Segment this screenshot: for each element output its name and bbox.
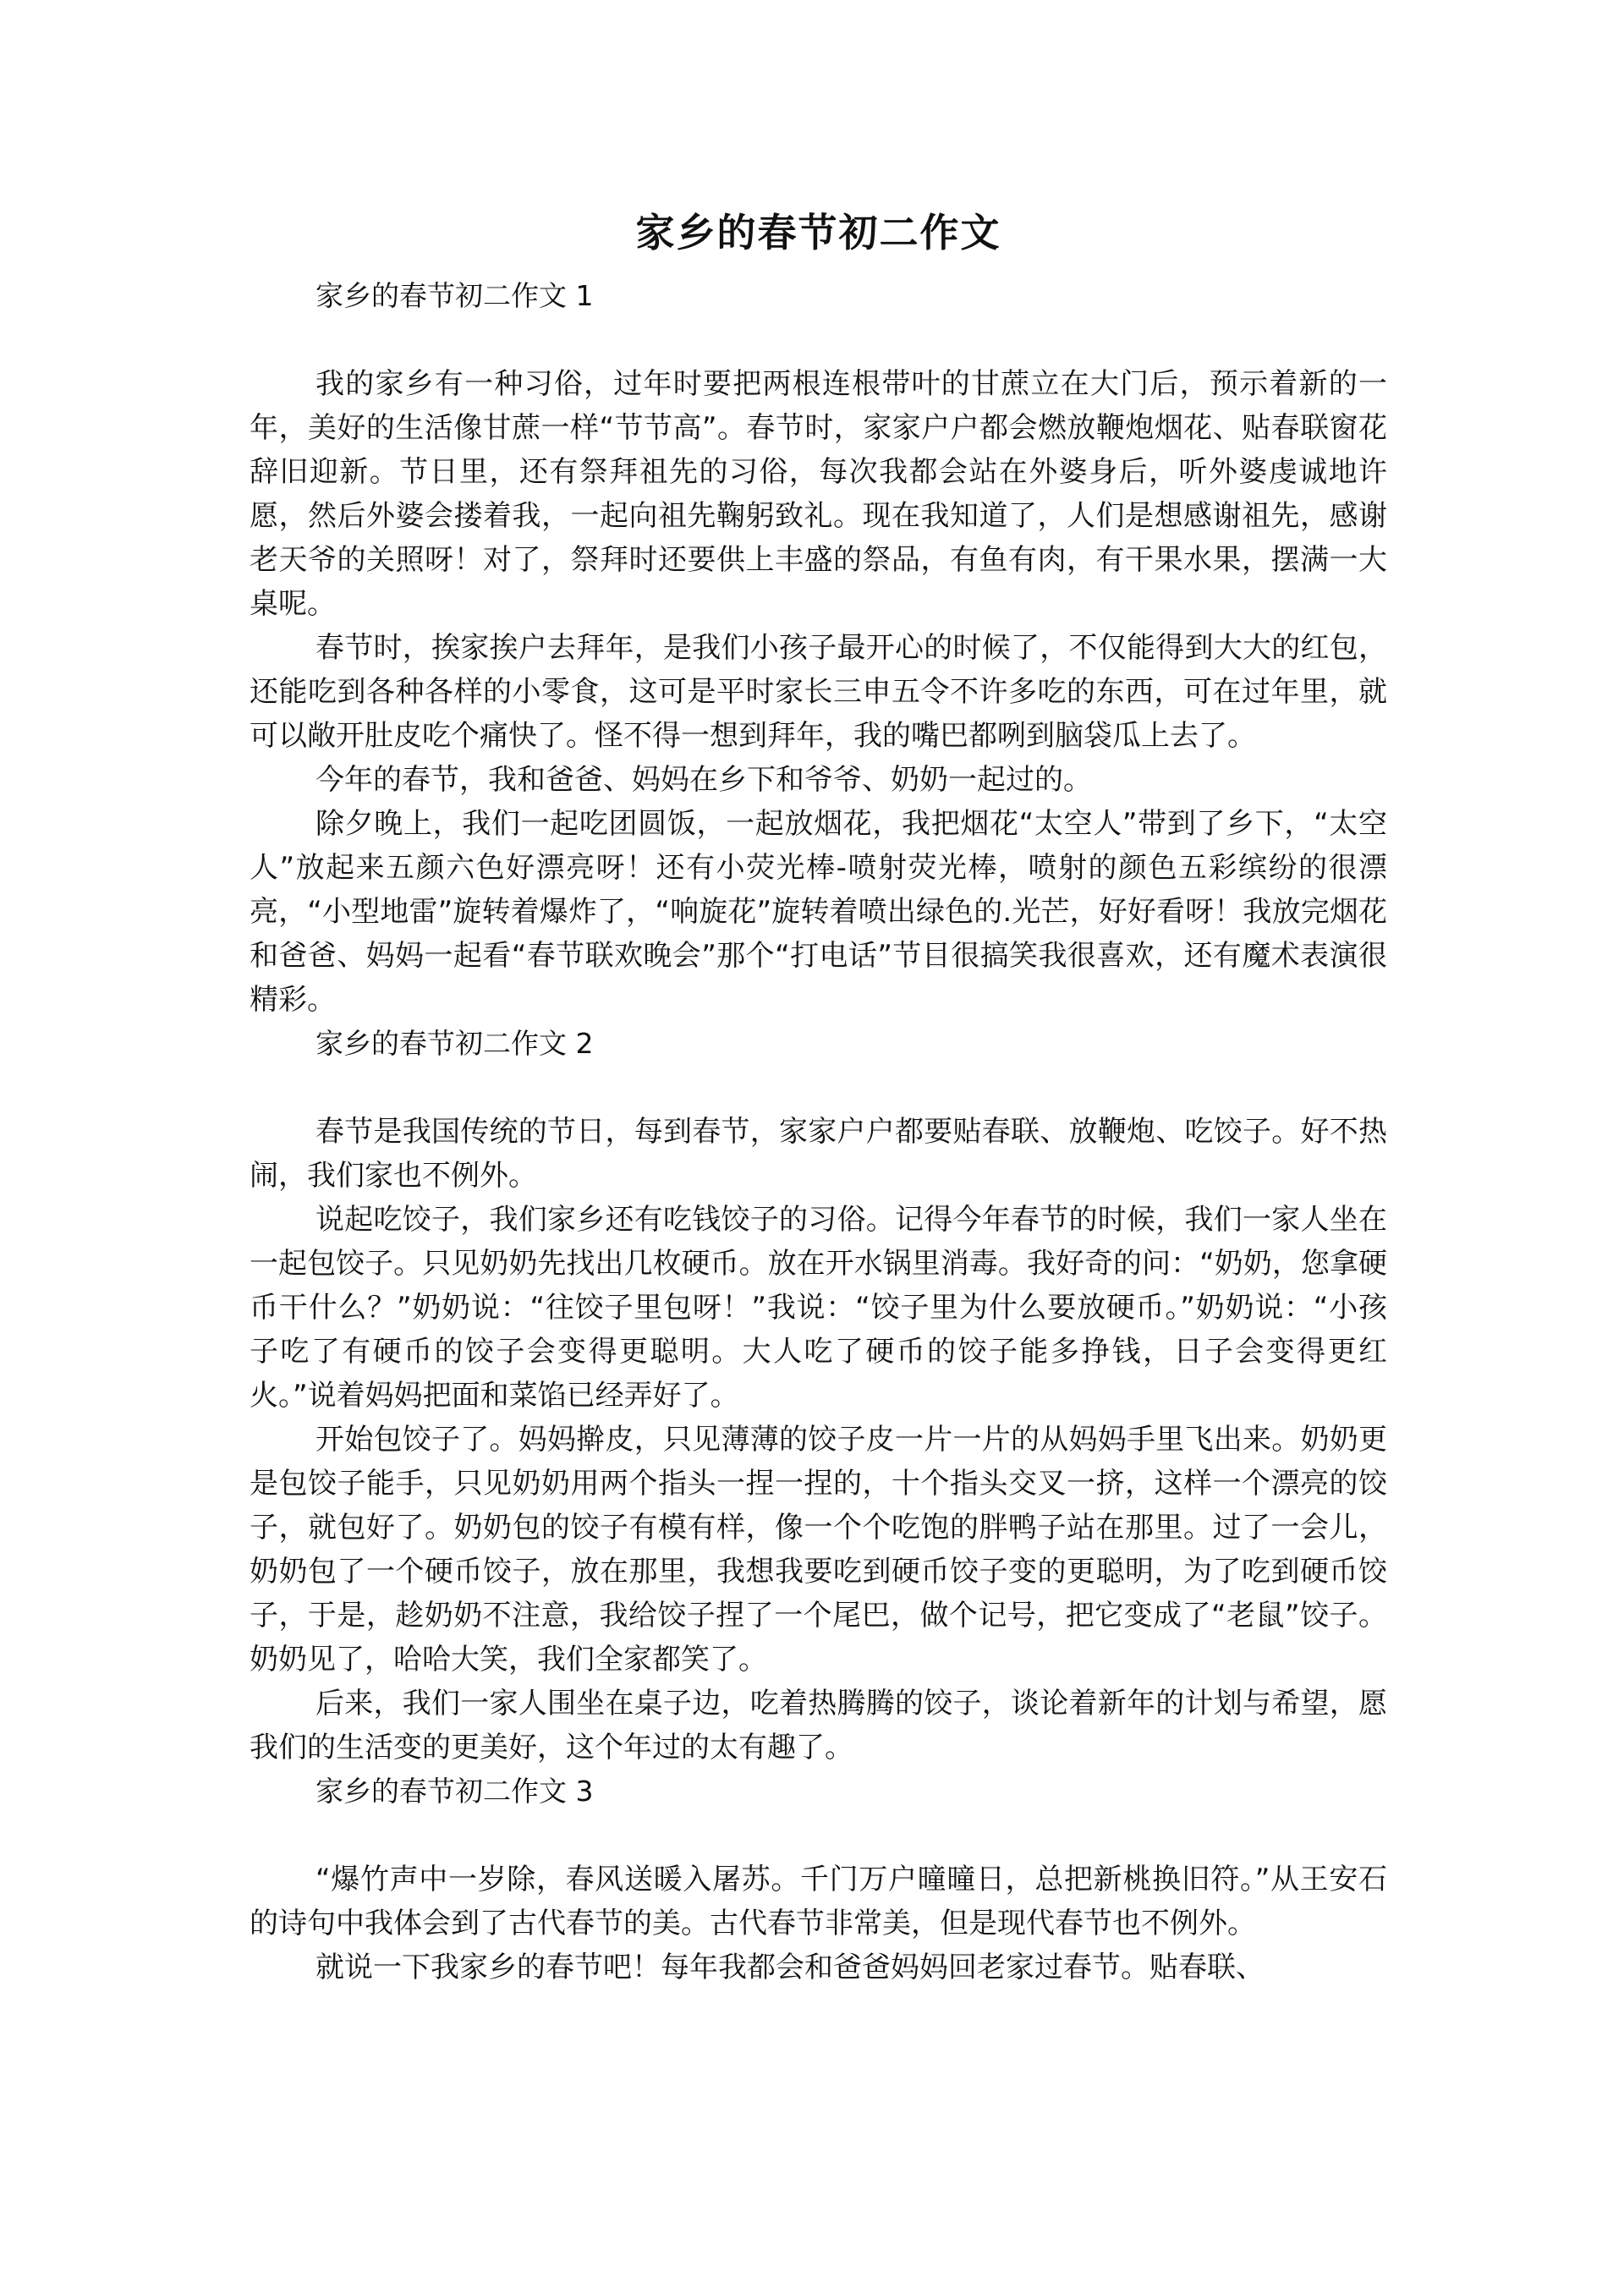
blank-line [250, 1814, 1387, 1858]
blank-line [250, 1066, 1387, 1110]
section-heading: 家乡的春节初二作文 3 [315, 1775, 594, 1808]
paragraph: 春节是我国传统的节日，每到春节，家家户户都要贴春联、放鞭炮、吃饺子。好不热闹，我们家也不例外。 [250, 1115, 1387, 1193]
paragraph: “爆竹声中一岁除，春风送暖入屠苏。千门万户曈曈日，总把新桃换旧符。”从王安石的诗句中我体会到了古代春节的美。古代春节非常美，但是现代春节也不例外。 [250, 1863, 1387, 1940]
document-title: 家乡的春节初二作文 [635, 210, 1001, 255]
paragraph: 我的家乡有一种习俗，过年时要把两根连根带叶的甘蔗立在大门后，预示着新的一年，美好的生活像甘蔗一样“节节高”。春节时，家家户户都会燃放鞭炮烟花、贴春联窗花辞旧迎新。节日里，还有祭拜祖先的习俗，每次我都会站在外婆身后，听外婆虔诚地许愿，然后外婆会搂着我，一起向祖先鞠躬致礼。现在我知道了，人们是想感谢祖先，感谢老天爷的关照呀！对了，祭拜时还要供上丰盛的祭品，有鱼有肉，有干果水果，摆满一大桌呢。 [250, 367, 1387, 621]
paragraph: 就说一下我家乡的春节吧！每年我都会和爸爸妈妈回老家过春节。贴春联、 [315, 1951, 1265, 1984]
document-page [250, 203, 1387, 1989]
section-heading: 家乡的春节初二作文 1 [315, 279, 594, 312]
paragraph: 春节时，挨家挨户去拜年，是我们小孩子最开心的时候了，不仅能得到大大的红包，还能吃到各种各样的小零食，这可是平时家长三申五令不许多吃的东西，可在过年里，就可以敞开肚皮吃个痛快了。怪不得一想到拜年，我的嘴巴都咧到脑袋瓜上去了。 [250, 631, 1387, 753]
blank-line [250, 318, 1387, 362]
section-heading: 家乡的春节初二作文 2 [315, 1027, 594, 1060]
paragraph: 今年的春节，我和爸爸、妈妈在乡下和爷爷、奶奶一起过的。 [315, 763, 1092, 797]
paragraph: 说起吃饺子，我们家乡还有吃钱饺子的习俗。记得今年春节的时候，我们一家人坐在一起包饺子。只见奶奶先找出几枚硬币。放在开水锅里消毒。我好奇的问：“奶奶，您拿硬币干什么？”奶奶说：“往饺子里包呀！”我说：“饺子里为什么要放硬币。”奶奶说：“小孩子吃了有硬币的饺子会变得更聪明。大人吃了硬币的饺子能多挣钱，日子会变得更红火。”说着妈妈把面和菜馅已经弄好了。 [250, 1203, 1387, 1413]
paragraph: 后来，我们一家人围坐在桌子边，吃着热腾腾的饺子，谈论着新年的计划与希望，愿我们的生活变的更美好，这个年过的太有趣了。 [250, 1687, 1387, 1764]
paragraph: 开始包饺子了。妈妈擀皮，只见薄薄的饺子皮一片一片的从妈妈手里飞出来。奶奶更是包饺子能手，只见奶奶用两个指头一捏一捏的，十个指头交叉一挤，这样一个漂亮的饺子，就包好了。奶奶包的饺子有模有样，像一个个吃饱的胖鸭子站在那里。过了一会儿，奶奶包了一个硬币饺子，放在那里，我想我要吃到硬币饺子变的更聪明，为了吃到硬币饺子，于是，趁奶奶不注意，我给饺子捏了一个尾巴，做个记号，把它变成了“老鼠”饺子。奶奶见了，哈哈大笑，我们全家都笑了。 [250, 1423, 1387, 1677]
paragraph: 除夕晚上，我们一起吃团圆饭，一起放烟花，我把烟花“太空人”带到了乡下，“太空人”放起来五颜六色好漂亮呀！还有小荧光棒-喷射荧光棒，喷射的颜色五彩缤纷的很漂亮，“小型地雷”旋转着爆炸了，“响旋花”旋转着喷出绿色的.光芒，好好看呀！我放完烟花和爸爸、妈妈一起看“春节联欢晚会”那个“打电话”节目很搞笑我很喜欢，还有魔术表演很精彩。 [250, 807, 1387, 1017]
